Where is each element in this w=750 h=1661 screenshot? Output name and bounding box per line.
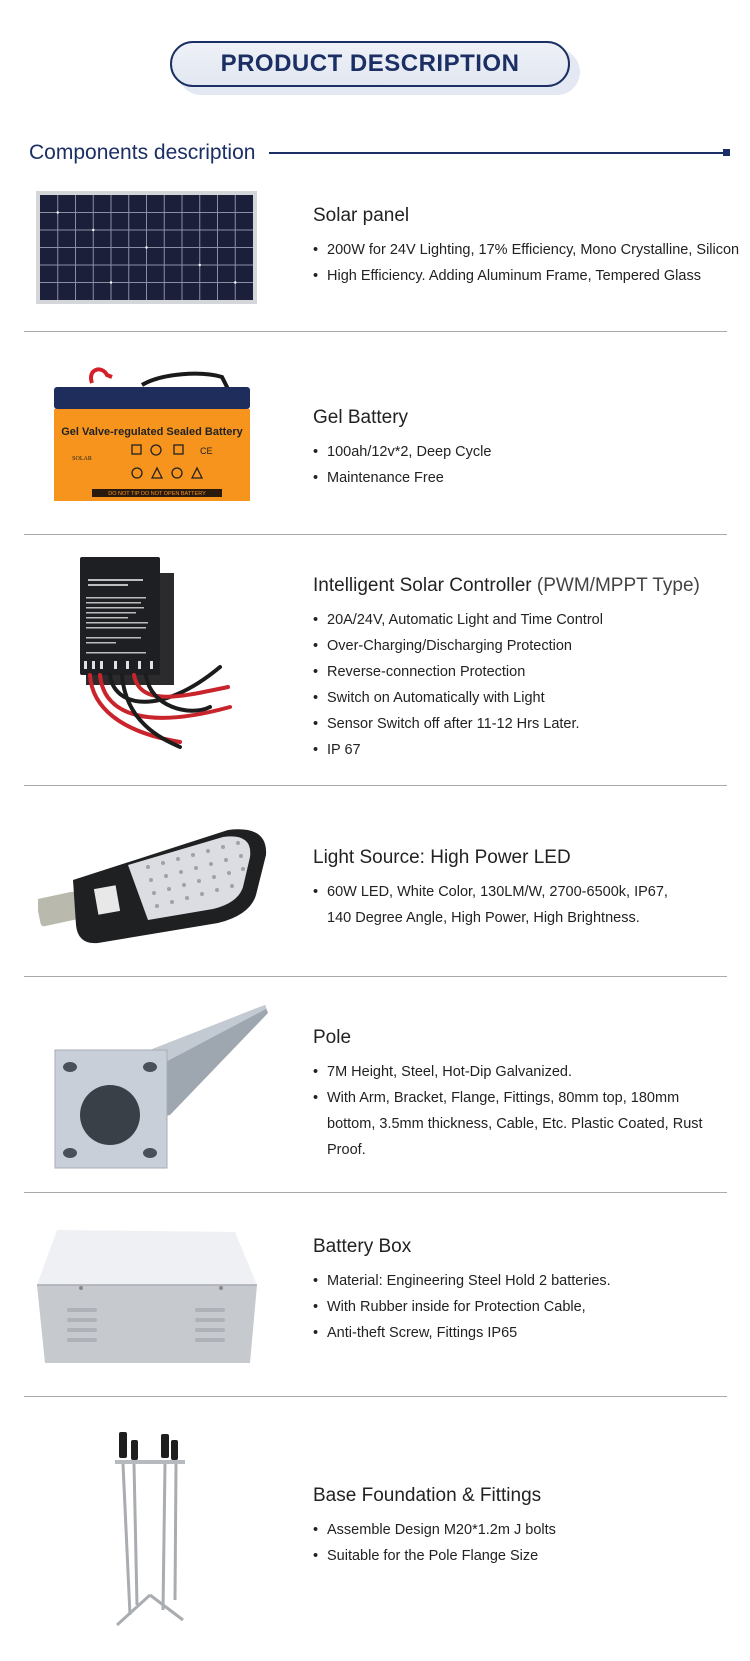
bullet-item: • 60W LED, White Color, 130LM/W, 2700-6500k, IP67, 140 Degree Angle, High Power, High Brightness. <box>313 879 673 931</box>
bullet-item: • Material: Engineering Steel Hold 2 batteries. <box>313 1268 611 1294</box>
led-street-light-image <box>38 825 270 950</box>
j-bolt-foundation-image <box>105 1430 195 1630</box>
bullet-item: • IP 67 <box>313 737 700 763</box>
bullet-list <box>313 607 700 763</box>
component-battery-box <box>0 1200 750 1400</box>
svg-text:CE: CE <box>200 446 213 456</box>
bullet-item: • 7M Height, Steel, Hot-Dip Galvanized. <box>313 1059 713 1085</box>
bullet-item: • High Efficiency. Adding Aluminum Frame, Tempered Glass <box>313 263 739 289</box>
svg-text:DO NOT TIP DO NOT OPEN BATTERY: DO NOT TIP DO NOT OPEN BATTERY <box>108 491 206 497</box>
bullet-item: • 20A/24V, Automatic Light and Time Control <box>313 607 700 633</box>
component-title: Gel Battery <box>313 407 409 428</box>
bullet-item: • Sensor Switch off after 11-12 Hrs Later. <box>313 711 700 737</box>
component-pole <box>0 985 750 1195</box>
component-led-light <box>0 795 750 975</box>
product-description-banner <box>170 41 582 89</box>
header-rule <box>269 152 729 154</box>
bullet-list <box>313 1059 713 1163</box>
component-title-type: (PWM/MPPT Type) <box>531 575 700 596</box>
banner-pill <box>170 41 570 87</box>
bullet-item: • Over-Charging/Discharging Protection <box>313 633 700 659</box>
solar-panel-text <box>313 205 739 289</box>
svg-text:SOLAR: SOLAR <box>72 456 92 462</box>
gel-battery-image <box>52 365 252 505</box>
battery-box-text <box>313 1236 611 1346</box>
svg-text:Gel Valve-regulated Sealed Bat: Gel Valve-regulated Sealed Battery <box>61 426 243 438</box>
bullet-item: • 100ah/12v*2, Deep Cycle <box>313 439 491 465</box>
bullet-list <box>313 879 673 931</box>
component-title <box>313 575 700 597</box>
led-light-text <box>313 847 673 931</box>
bullet-item: • Maintenance Free <box>313 465 491 491</box>
component-solar-controller <box>0 545 750 770</box>
section-divider <box>24 331 727 332</box>
component-title-main: Intelligent Solar Controller <box>313 575 532 596</box>
bullet-item: • Suitable for the Pole Flange Size <box>313 1543 556 1569</box>
solar-controller-image <box>70 557 250 752</box>
component-title: Light Source: High Power LED <box>313 847 571 868</box>
bullet-item: • With Rubber inside for Protection Cable, <box>313 1294 611 1320</box>
section-divider <box>24 1396 727 1397</box>
bullet-list <box>313 439 491 491</box>
galvanized-pole-image <box>50 1005 270 1170</box>
solar-controller-text <box>313 575 700 763</box>
component-title: Pole <box>313 1027 352 1048</box>
bullet-item: • Anti-theft Screw, Fittings IP65 <box>313 1320 611 1346</box>
component-solar-panel <box>0 185 750 340</box>
rule-end-square-icon <box>723 149 730 156</box>
banner-title: PRODUCT DESCRIPTION <box>220 50 520 77</box>
bullet-list <box>313 1517 556 1569</box>
section-divider <box>24 534 727 535</box>
bullet-item: • Switch on Automatically with Light <box>313 685 700 711</box>
battery-box-image <box>35 1230 260 1365</box>
section-divider <box>24 976 727 977</box>
component-base-foundation <box>0 1400 750 1661</box>
bullet-list <box>313 1268 611 1346</box>
component-title: Battery Box <box>313 1236 412 1257</box>
components-header <box>29 138 729 168</box>
gel-battery-text <box>313 407 491 491</box>
bullet-item: • With Arm, Bracket, Flange, Fittings, 80mm top, 180mm bottom, 3.5mm thickness, Cable, Etc. Plastic Coated, Rust Proof. <box>313 1085 713 1163</box>
component-title: Base Foundation & Fittings <box>313 1485 542 1506</box>
section-divider <box>24 1192 727 1193</box>
bullet-item: • Assemble Design M20*1.2m J bolts <box>313 1517 556 1543</box>
component-title: Solar panel <box>313 205 410 226</box>
pole-text <box>313 1027 713 1163</box>
components-title: Components description <box>29 141 256 164</box>
base-foundation-text <box>313 1485 556 1569</box>
bullet-list <box>313 237 739 289</box>
bullet-item: • Reverse-connection Protection <box>313 659 700 685</box>
component-gel-battery <box>0 345 750 535</box>
solar-panel-image <box>36 191 257 304</box>
section-divider <box>24 785 727 786</box>
bullet-item: • 200W for 24V Lighting, 17% Efficiency, Mono Crystalline, Silicon <box>313 237 739 263</box>
